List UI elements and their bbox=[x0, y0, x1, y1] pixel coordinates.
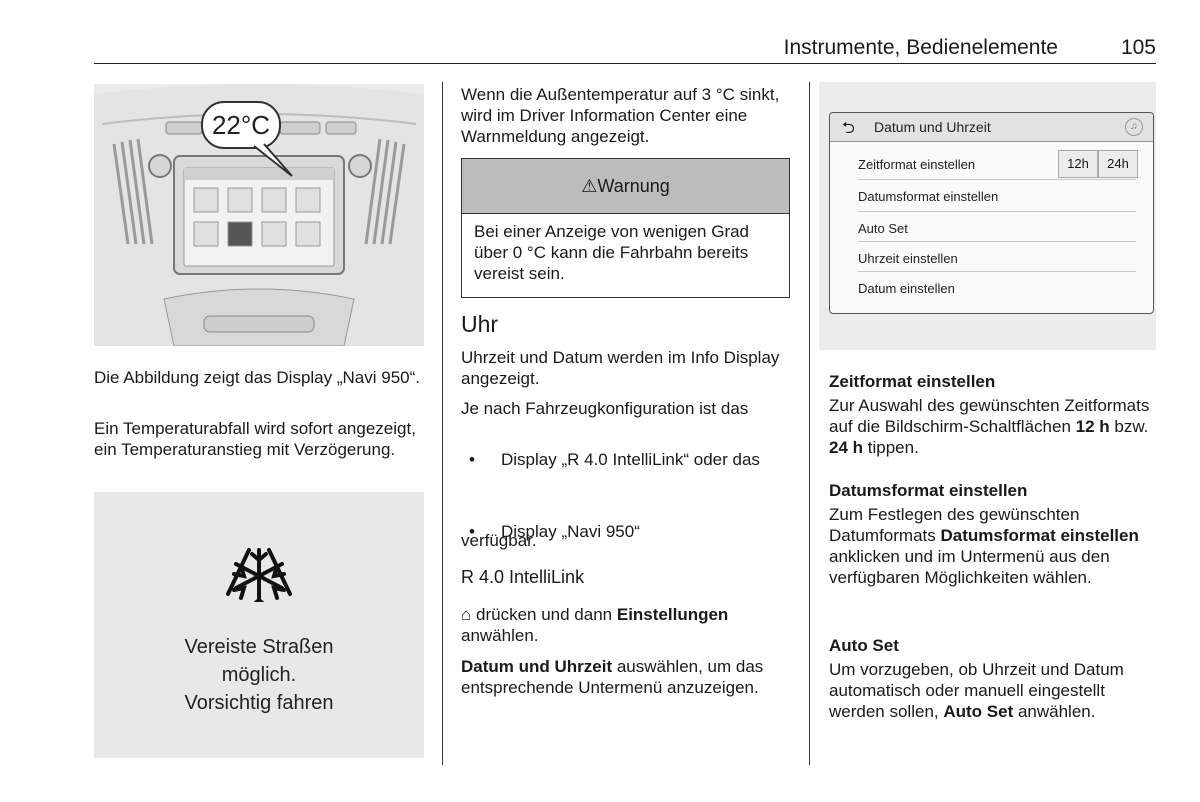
back-arrow-icon[interactable]: ⮌ bbox=[842, 120, 855, 137]
illustration-temperature: 22°C bbox=[211, 110, 271, 140]
column-divider-right bbox=[809, 82, 810, 765]
menu-item-uhrzeit[interactable]: Uhrzeit einstellen bbox=[858, 251, 958, 266]
warning-header bbox=[462, 159, 789, 214]
p5-einstellungen: Einstellungen bbox=[616, 605, 729, 624]
menu-item-zeitformat[interactable]: Zeitformat einstellen bbox=[858, 157, 976, 172]
s3-text-a: Um vorzugeben, ob Uhrzeit und Datum automatisch oder manuell eingestellt werden sollen, bbox=[829, 660, 1124, 721]
p5-text-a: drücken und dann bbox=[476, 605, 617, 624]
bullet-item-1: • Display „R 4.0 IntelliLink“ oder das bbox=[461, 449, 791, 470]
ice-warning-line-3: Vorsichtig fahren bbox=[184, 692, 334, 714]
s1-text-a: Zur Auswahl des gewünschten Zeitformats auf die Bildschirm-Schaltflächen bbox=[829, 396, 1150, 436]
section-title: Instrumente, Bedienelemente bbox=[783, 36, 1058, 59]
col2-paragraph-3: Je nach Fahrzeugkonfiguration ist das bbox=[461, 399, 749, 418]
p6-text: auswählen, um das entsprechende Untermenü anzuzeigen. bbox=[461, 657, 764, 697]
col2-paragraph-6 bbox=[461, 656, 791, 698]
warning-title: Warnung bbox=[597, 176, 670, 196]
settings-screen-illustration bbox=[819, 82, 1156, 350]
ice-warning-line-1: Vereiste Straßen bbox=[184, 636, 334, 658]
s3-auto-set: Auto Set bbox=[943, 702, 1014, 721]
menu-item-datum[interactable]: Datum einstellen bbox=[858, 281, 955, 296]
settings-screen bbox=[829, 112, 1154, 314]
format-24h-button[interactable]: 24h bbox=[1098, 150, 1138, 178]
col1-paragraph-2: Ein Temperaturabfall wird sofort angezeigt, ein Temperaturanstieg mit Verzögerung. bbox=[94, 419, 416, 459]
music-note-icon[interactable]: ♫ bbox=[1125, 118, 1143, 136]
col1-paragraph-1: Die Abbildung zeigt das Display „Navi 950“. bbox=[94, 368, 421, 387]
section-datumsformat-title: Datumsformat einstellen bbox=[829, 481, 1028, 500]
section-auto-set-title: Auto Set bbox=[829, 636, 899, 655]
s2-text-c: anklicken und im Untermenü aus den verfügbaren Möglichkeiten wählen. bbox=[829, 547, 1110, 587]
col2-paragraph-2: Uhrzeit und Datum werden im Info Display angezeigt. bbox=[461, 348, 780, 388]
ice-warning-graphic bbox=[94, 492, 424, 758]
home-icon: ⌂ bbox=[461, 605, 472, 624]
header-rule bbox=[94, 63, 1156, 64]
p5-text-c: anwählen. bbox=[461, 626, 539, 645]
menu-divider bbox=[858, 179, 1136, 180]
menu-item-datumsformat[interactable]: Datumsformat einstellen bbox=[858, 189, 999, 204]
ice-warning-line-2: möglich. bbox=[221, 664, 297, 686]
s1-text-c: bzw. bbox=[1109, 417, 1149, 436]
section-datumsformat-text bbox=[829, 504, 1156, 588]
col2-paragraph-1: Wenn die Außentemperatur auf 3 °C sinkt, wird im Driver Information Center eine Warnmeldung angezeigt. bbox=[461, 85, 780, 146]
screen-header bbox=[830, 113, 1153, 142]
warning-body: Bei einer Anzeige von wenigen Grad über 0 °C kann die Fahrbahn bereits vereist sein. bbox=[474, 222, 750, 283]
warning-triangle-icon: ⚠ bbox=[581, 176, 598, 196]
s1-12h: 12 h bbox=[1075, 417, 1110, 436]
road-snowflake-icon bbox=[94, 492, 424, 602]
menu-divider bbox=[858, 211, 1136, 212]
s3-text-c: anwählen. bbox=[1013, 702, 1096, 721]
p6-datum-uhrzeit: Datum und Uhrzeit bbox=[461, 657, 613, 676]
menu-divider bbox=[858, 271, 1136, 272]
screen-title: Datum und Uhrzeit bbox=[874, 119, 991, 135]
subheading-intellilink: R 4.0 IntelliLink bbox=[461, 567, 585, 587]
section-zeitformat-title: Zeitformat einstellen bbox=[829, 372, 996, 391]
section-auto-set-text bbox=[829, 659, 1156, 722]
heading-uhr: Uhr bbox=[461, 311, 499, 337]
s1-24h: 24 h bbox=[829, 438, 864, 457]
page-number: 105 bbox=[1120, 36, 1156, 59]
menu-divider bbox=[858, 241, 1136, 242]
menu-item-auto-set[interactable]: Auto Set bbox=[858, 221, 908, 236]
warning-box bbox=[461, 158, 790, 298]
column-divider-left bbox=[442, 82, 443, 765]
bullet-item-2: • Display „Navi 950“ bbox=[461, 521, 791, 542]
section-zeitformat-text bbox=[829, 395, 1156, 458]
s2-text-a: Zum Festlegen des gewünschten Datumformats bbox=[829, 505, 1080, 545]
dashboard-illustration bbox=[94, 84, 424, 346]
dashboard-drawing bbox=[94, 84, 424, 346]
s2-datumsformat: Datumsformat einstellen bbox=[940, 526, 1139, 545]
col2-paragraph-5 bbox=[461, 604, 791, 646]
format-12h-button[interactable]: 12h bbox=[1058, 150, 1098, 178]
s1-text-e: tippen. bbox=[863, 438, 919, 457]
col2-paragraph-4: verfügbar. bbox=[461, 531, 537, 550]
